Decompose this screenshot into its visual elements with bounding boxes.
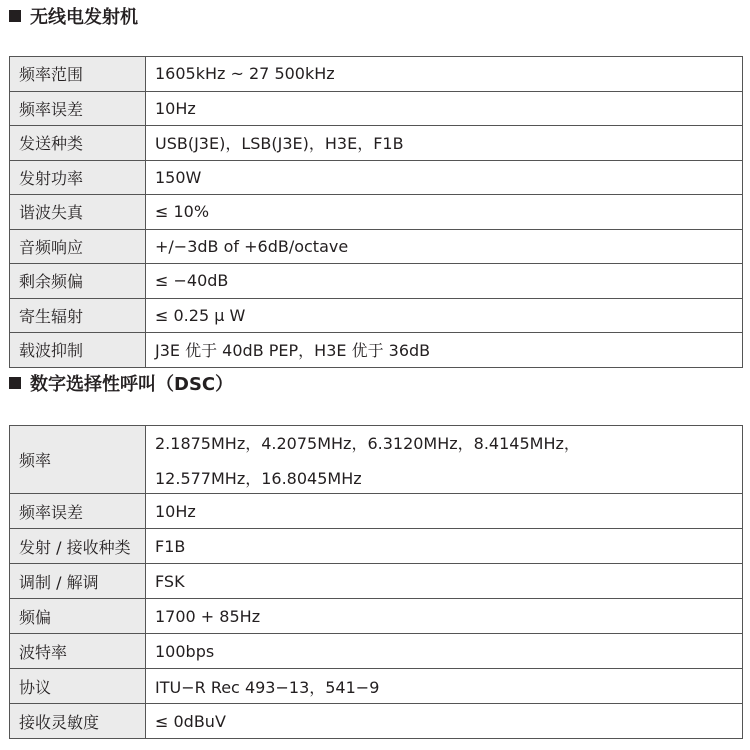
row-label: 频偏	[10, 599, 146, 634]
row-value: ≤ 0.25 μ W	[146, 298, 743, 333]
row-value: F1B	[146, 529, 743, 564]
row-label: 协议	[10, 669, 146, 704]
row-value	[146, 426, 743, 494]
row-label: 音频响应	[10, 229, 146, 264]
table-row	[10, 264, 743, 299]
table-row	[10, 298, 743, 333]
row-value: 100bps	[146, 634, 743, 669]
row-label: 频率范围	[10, 57, 146, 92]
row-value: ≤ 0dBuV	[146, 704, 743, 739]
transmitter-spec-table	[9, 56, 743, 368]
table-row	[10, 564, 743, 599]
table-row	[10, 529, 743, 564]
dsc-spec-table	[9, 425, 743, 739]
row-value: ≤ 10%	[146, 195, 743, 230]
bullet-square-icon	[9, 10, 21, 22]
table-row	[10, 599, 743, 634]
table-row	[10, 229, 743, 264]
row-label: 寄生辐射	[10, 298, 146, 333]
table-row	[10, 91, 743, 126]
row-value: ITU−R Rec 493−13，541−9	[146, 669, 743, 704]
table-row	[10, 333, 743, 368]
frequency-line-1: 2.1875MHz，4.2075MHz，6.3120MHz，8.4145MHz，	[155, 433, 580, 453]
section-title-text: 数字选择性呼叫（DSC）	[30, 374, 234, 395]
section-title-transmitter	[9, 3, 138, 29]
row-value: 150W	[146, 160, 743, 195]
table-row	[10, 126, 743, 161]
section-title-dsc	[9, 370, 233, 396]
row-value: ≤ −40dB	[146, 264, 743, 299]
row-value: USB(J3E)，LSB(J3E)，H3E，F1B	[146, 126, 743, 161]
section-title-text: 无线电发射机	[30, 7, 138, 28]
table-row	[10, 426, 743, 494]
table-row	[10, 634, 743, 669]
table-row	[10, 704, 743, 739]
row-label: 载波抑制	[10, 333, 146, 368]
row-label: 频率误差	[10, 494, 146, 529]
row-label: 频率	[10, 426, 146, 494]
table-row	[10, 160, 743, 195]
table-row	[10, 494, 743, 529]
row-label: 发送种类	[10, 126, 146, 161]
table-row	[10, 57, 743, 92]
frequency-line-2: 12.577MHz，16.8045MHz	[155, 468, 362, 488]
row-label: 发射功率	[10, 160, 146, 195]
row-value: J3E 优于 40dB PEP，H3E 优于 36dB	[146, 333, 743, 368]
row-label: 剩余频偏	[10, 264, 146, 299]
table-row	[10, 669, 743, 704]
row-value: 10Hz	[146, 91, 743, 126]
row-value: FSK	[146, 564, 743, 599]
row-label: 接收灵敏度	[10, 704, 146, 739]
table-row	[10, 195, 743, 230]
row-label: 谐波失真	[10, 195, 146, 230]
row-value: 1700 + 85Hz	[146, 599, 743, 634]
bullet-square-icon	[9, 377, 21, 389]
row-label: 调制 / 解调	[10, 564, 146, 599]
row-label: 发射 / 接收种类	[10, 529, 146, 564]
row-value: +/−3dB of +6dB/octave	[146, 229, 743, 264]
row-label: 频率误差	[10, 91, 146, 126]
row-value: 1605kHz ~ 27 500kHz	[146, 57, 743, 92]
row-value: 10Hz	[146, 494, 743, 529]
row-label: 波特率	[10, 634, 146, 669]
